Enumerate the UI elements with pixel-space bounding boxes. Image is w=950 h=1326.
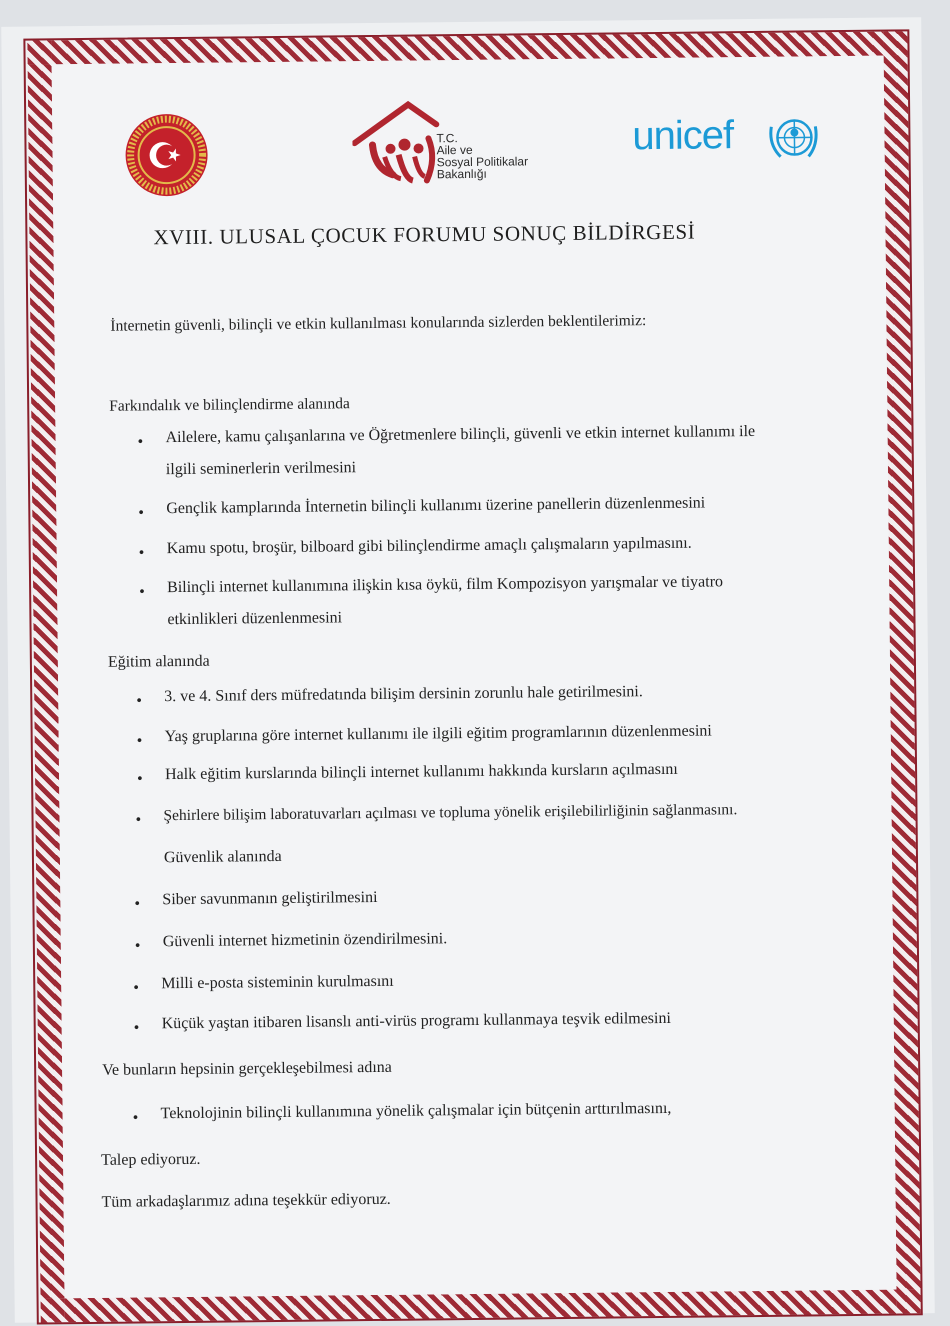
bullet-icon: • bbox=[137, 433, 144, 451]
intro-text: İnternetin güvenli, bilinçli ve etkin kullanılması konularında sizlerden beklentilerimiz: bbox=[110, 312, 647, 335]
list-item: 3. ve 4. Sınıf ders müfredatında bilişim dersinin zorunlu hale getirilmesini. bbox=[164, 683, 643, 706]
bullet-icon: • bbox=[136, 732, 143, 750]
list-item: Gençlik kamplarında İnternetin bilinçli kullanımı üzerine panellerin düzenlenmesini bbox=[166, 494, 706, 518]
list-item-continuation: ilgili seminerlerin verilmesini bbox=[165, 459, 357, 479]
list-item: Güvenli internet hizmetinin özendirilmesini. bbox=[162, 930, 448, 951]
list-item: Kamu spotu, broşür, bilboard gibi bilinçlendirme amaçlı çalışmaların yapılmasını. bbox=[166, 534, 692, 558]
document-body bbox=[52, 56, 897, 1299]
list-item-continuation: etkinlikleri düzenlenmesini bbox=[167, 609, 343, 629]
list-item: Ailelere, kamu çalışanlarına ve Öğretmenlere bilinçli, güvenli ve etkin internet kullanımı ile bbox=[165, 422, 756, 447]
list-item: Siber savunmanın geliştirilmesini bbox=[162, 888, 378, 909]
bullet-icon: • bbox=[133, 1019, 140, 1037]
ministry-line-1: T.C. bbox=[436, 131, 458, 146]
list-item: Bilinçli internet kullanımına ilişkin kısa öykü, film Kompozisyon yarışmalar ve tiyatro bbox=[167, 573, 724, 597]
bullet-icon: • bbox=[138, 504, 145, 522]
list-item: Şehirlere bilişim laboratuvarları açılması ve topluma yönelik erişilebilirliğinin sağlanmasını. bbox=[163, 801, 738, 825]
bullet-icon: • bbox=[137, 770, 143, 788]
bullet-icon: • bbox=[139, 583, 145, 601]
document-title: XVIII. ULUSAL ÇOCUK FORUMU SONUÇ BİLDİRGESİ bbox=[153, 219, 696, 250]
section-heading-education: Eğitim alanında bbox=[107, 652, 210, 671]
list-item: Yaş gruplarına göre internet kullanımı ile ilgili eğitim programlarının düzenlenmesini bbox=[164, 722, 712, 746]
closing-thanks: Tüm arkadaşlarımız adına teşekkür ediyoruz. bbox=[101, 1190, 391, 1211]
unicef-globe-icon bbox=[768, 114, 818, 161]
parliament-emblem-icon bbox=[124, 113, 209, 198]
section-heading-general: Ve bunların hepsinin gerçekleşebilmesi adına bbox=[102, 1058, 392, 1079]
bullet-icon: • bbox=[135, 811, 142, 829]
unicef-logo-text: unicef bbox=[632, 113, 734, 159]
bullet-icon: • bbox=[132, 1109, 139, 1127]
ministry-line-4: Bakanlığı bbox=[436, 166, 487, 182]
ministry-line-2: Aile ve bbox=[436, 142, 473, 158]
bullet-icon: • bbox=[136, 692, 143, 710]
bullet-icon: • bbox=[134, 895, 141, 913]
list-item: Milli e-posta sisteminin kurulmasını bbox=[161, 972, 394, 993]
list-item: Halk eğitim kurslarında bilinçli internet kullanımı hakkında kursların açılmasını bbox=[164, 760, 678, 784]
list-item: Teknolojinin bilinçli kullanımına yönelik çalışmalar için bütçenin arttırılmasını, bbox=[160, 1099, 672, 1123]
list-item: Küçük yaştan itibaren lisanslı anti-virüs programı kullanmaya teşvik edilmesini bbox=[161, 1009, 671, 1033]
closing-request: Talep ediyoruz. bbox=[101, 1150, 201, 1169]
bullet-icon: • bbox=[133, 979, 140, 997]
section-heading-security: Güvenlik alanında bbox=[163, 847, 282, 867]
ministry-line-3: Sosyal Politikalar bbox=[436, 154, 529, 170]
ministry-name bbox=[436, 131, 528, 180]
bullet-icon: • bbox=[138, 544, 145, 562]
section-heading-awareness: Farkındalık ve bilinçlendirme alanında bbox=[109, 395, 350, 415]
document-sheet bbox=[1, 17, 935, 1323]
bullet-icon: • bbox=[134, 937, 141, 955]
